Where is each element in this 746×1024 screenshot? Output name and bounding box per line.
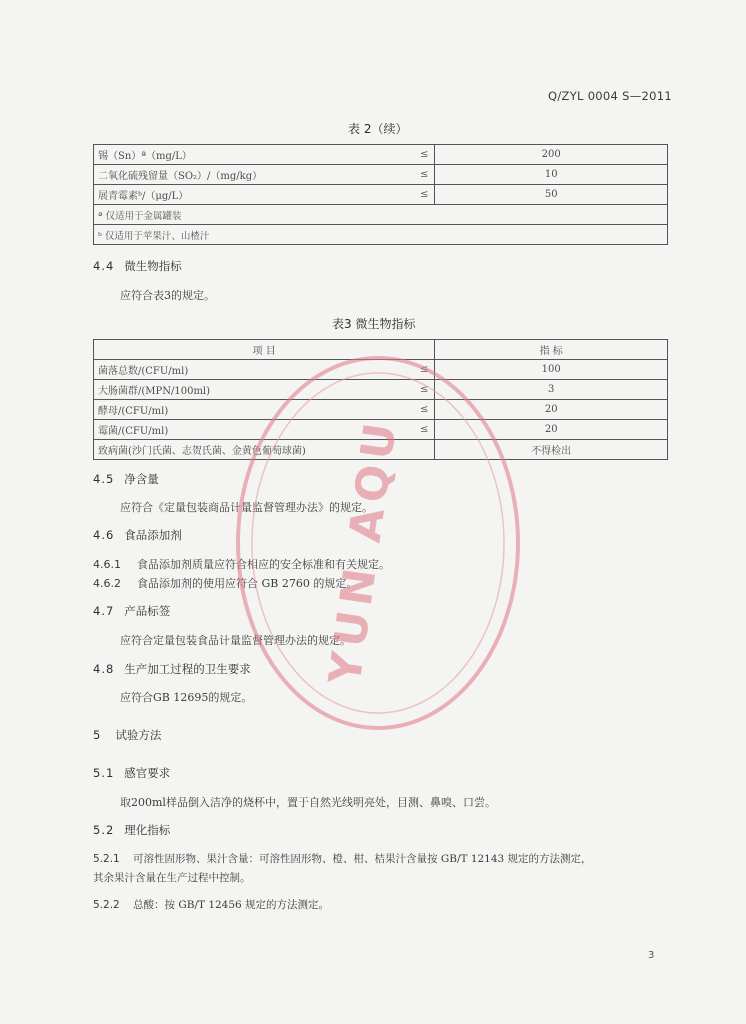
table-header-item: 项 目: [94, 340, 435, 360]
table-cell-item: 致病菌(沙门氏菌、志贺氏菌、金黄色葡萄球菌): [94, 440, 417, 460]
section-heading: [93, 765, 170, 781]
table-cell-item: 二氧化硫残留量（SO₂）/（mg/kg）: [94, 165, 417, 185]
section-number: 4.5: [93, 472, 115, 486]
clause-continuation: 其余果汁含量在生产过程中控制。: [93, 872, 251, 884]
document-code: Q/ZYL 0004 S—2011: [548, 89, 672, 103]
paragraph: 应符合定量包装食品计量监督管理办法的规定。: [120, 634, 351, 647]
section-number: 4.8: [93, 662, 115, 676]
table-cell-operator: ≤: [416, 380, 435, 400]
clause-number: 4.6.2: [93, 577, 121, 590]
section-number: 5.2: [93, 823, 115, 837]
table-cell-operator: ≤: [416, 165, 435, 185]
clause: [93, 897, 329, 912]
table2: [93, 144, 668, 245]
section-heading: [93, 603, 170, 619]
table-cell-operator: ≤: [416, 360, 435, 380]
table-cell-item: 菌落总数/(CFU/ml): [94, 360, 417, 380]
section-title: 微生物指标: [124, 259, 182, 273]
table3-caption: 表3 微生物指标: [332, 317, 416, 331]
table-footnote: ᵇ 仅适用于苹果汁、山楂汁: [94, 225, 668, 245]
section-heading: [93, 258, 182, 274]
section-title: 感官要求: [124, 766, 171, 780]
section-title: 净含量: [124, 472, 159, 486]
table-cell-value: 20: [435, 400, 668, 420]
table-footnote-row: [94, 225, 668, 245]
section-title: 食品添加剂: [124, 528, 182, 542]
table-row: [94, 145, 668, 165]
company-seal-stamp: [228, 348, 528, 738]
table-cell-item: 展青霉素ᵇ/（μg/L）: [94, 185, 417, 205]
clause-text: 食品添加剂质量应符合相应的安全标准和有关规定。: [137, 558, 390, 571]
table-cell-value: 不得检出: [435, 440, 668, 460]
table-row: [94, 185, 668, 205]
clause-text: 食品添加剂的使用应符合 GB 2760 的规定。: [137, 577, 358, 590]
section-title: 产品标签: [124, 604, 171, 618]
table-cell-operator: ≤: [416, 400, 435, 420]
section-number: 5: [93, 728, 102, 742]
table-cell-operator: ≤: [416, 185, 435, 205]
table-cell-value: 50: [435, 185, 668, 205]
clause: [93, 851, 592, 866]
section-heading: [93, 471, 159, 487]
table-footnote: ª 仅适用于金属罐装: [94, 205, 668, 225]
section-number: 4.7: [93, 604, 115, 618]
paragraph: 取200ml样品倒入洁净的烧杯中，置于自然光线明亮处，目测、鼻嗅、口尝。: [120, 796, 496, 809]
clause-number: 4.6.1: [93, 558, 121, 571]
table-cell-item: 酵母/(CFU/ml): [94, 400, 417, 420]
section-number: 5.1: [93, 766, 115, 780]
seal-lettering: YUN AQU: [319, 414, 408, 688]
section-number: 4.6: [93, 528, 115, 542]
table-cell-value: 10: [435, 165, 668, 185]
paragraph: 应符合《定量包装商品计量监督管理办法》的规定。: [120, 501, 373, 514]
table-cell-item: 锡（Sn）ª（mg/L）: [94, 145, 417, 165]
table-row: [94, 165, 668, 185]
section-heading: [93, 822, 170, 838]
clause-number: 5.2.2: [93, 899, 120, 911]
clause-text: 可溶性固形物、果汁含量：可溶性固形物、橙、柑、桔果汁含量按 GB/T 12143 规定的方法测定，: [133, 853, 592, 865]
table-footnote-row: [94, 205, 668, 225]
table-header-value: 指 标: [435, 340, 668, 360]
table-cell-operator: ≤: [416, 420, 435, 440]
table2-caption: 表 2（续）: [348, 122, 408, 136]
table-cell-item: 大肠菌群/(MPN/100ml): [94, 380, 417, 400]
section-number: 4.4: [93, 259, 115, 273]
section-title: 理化指标: [124, 823, 171, 837]
table-cell-operator: ≤: [416, 145, 435, 165]
table-cell-item: 霉菌/(CFU/ml): [94, 420, 417, 440]
table-cell-value: 20: [435, 420, 668, 440]
table-cell-value: 3: [435, 380, 668, 400]
table-cell-value: 200: [435, 145, 668, 165]
section-heading: [93, 727, 161, 743]
section-title: 试验方法: [115, 728, 162, 742]
table-cell-value: 100: [435, 360, 668, 380]
clause-text: 总酸：按 GB/T 12456 规定的方法测定。: [133, 899, 330, 911]
paragraph: 应符合GB 12695的规定。: [120, 691, 253, 704]
paragraph: 应符合表3的规定。: [120, 289, 215, 302]
section-title: 生产加工过程的卫生要求: [124, 662, 251, 676]
clause-number: 5.2.1: [93, 853, 120, 865]
section-heading: [93, 527, 182, 543]
page-number: 3: [648, 950, 655, 961]
